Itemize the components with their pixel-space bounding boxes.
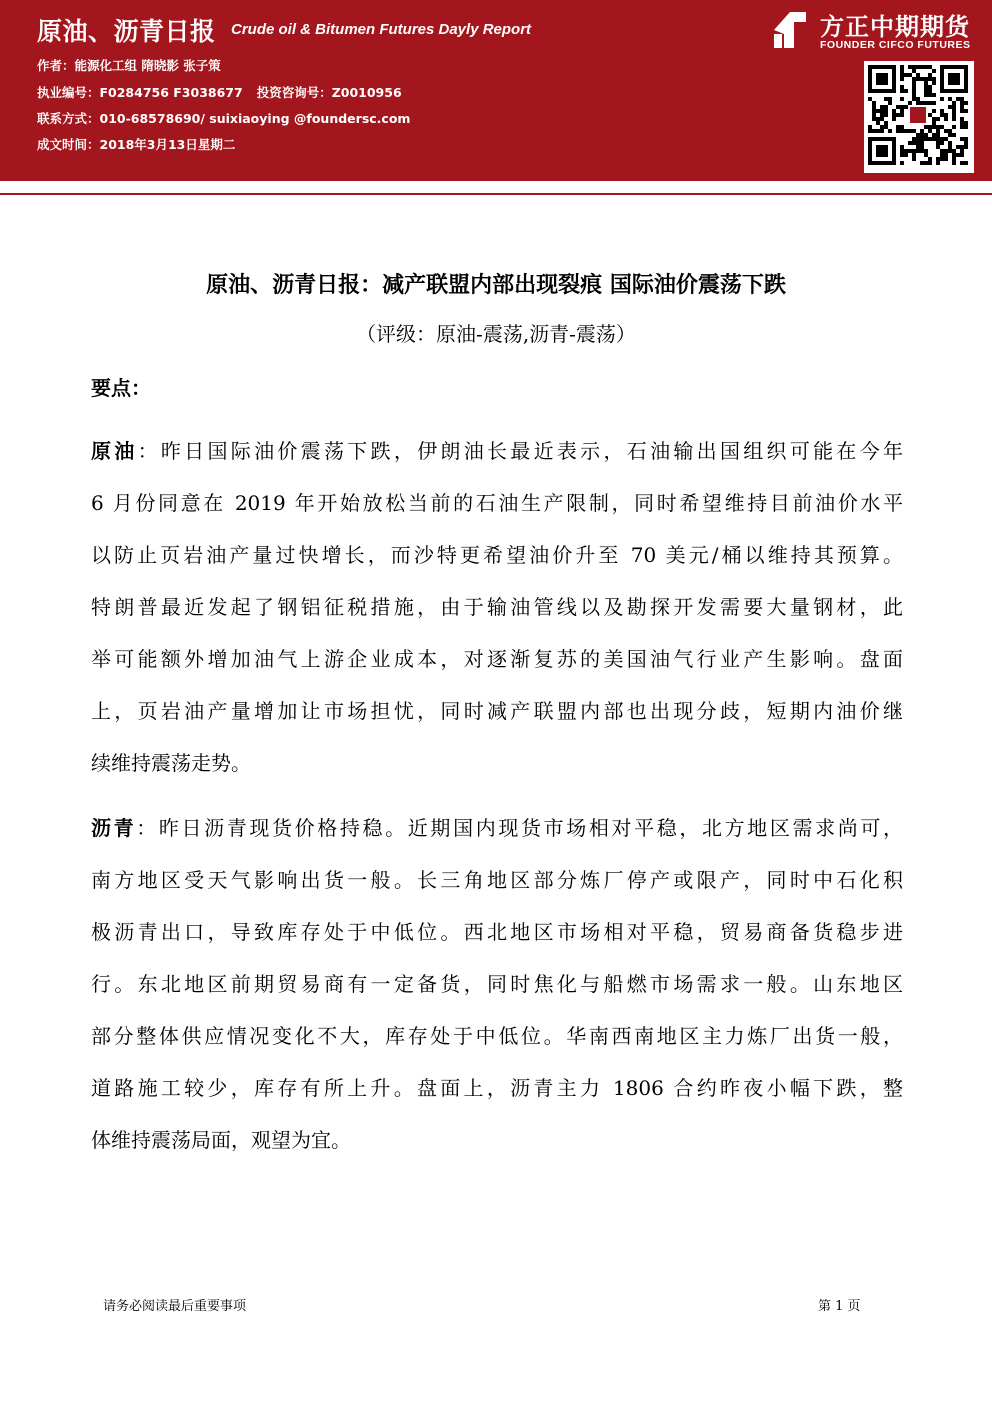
asphalt-paragraph [91, 802, 903, 1166]
header-title-en: Crude oil & Bitumen Futures Dayly Report [231, 21, 532, 38]
asphalt-label: 沥青 [91, 816, 137, 840]
crude-line: 原油：昨日国际油价震荡下跌，伊朗油长最近表示，石油输出国组织可能在今年 [91, 439, 904, 463]
asphalt-line: 南方地区受天气影响出货一般。长三角地区部分炼厂停产或限产，同时中石化积 [91, 868, 903, 892]
crude-line: 上，页岩油产量增加让市场担忧，同时减产联盟内部也出现分歧，短期内油价继 [91, 699, 903, 723]
license-number: 执业编号：F0284756 F3038677 [37, 85, 243, 100]
company-logo [770, 6, 980, 56]
crude-line: 特朗普最近发起了钢铝征税措施，由于输油管线以及勘探开发需要大量钢材，此 [91, 595, 903, 619]
document-title: 原油、沥青日报：减产联盟内部出现裂痕 国际油价震荡下跌 [206, 273, 786, 298]
crude-label: 原油 [91, 439, 138, 463]
document-rating: （评级：原油-震荡,沥青-震荡） [356, 322, 636, 346]
asphalt-line: 极沥青出口，导致库存处于中低位。西北地区市场相对平稳，贸易商备货稳步进 [91, 920, 903, 944]
qr-code [864, 61, 974, 173]
company-logo-mark-icon [770, 8, 810, 52]
crude-line: 6 月份同意在 2019 年开始放松当前的石油生产限制，同时希望维持目前油价水平 [91, 491, 903, 515]
company-logo-en: FOUNDER CIFCO FUTURES [820, 39, 971, 51]
footer-page-number: 第 1 页 [818, 1299, 861, 1314]
company-logo-cn: 方正中期期货 [820, 13, 970, 41]
contact-line: 联系方式：010-68578690/ suixiaoying @foundersc.com [37, 111, 411, 126]
crude-line: 以防止页岩油产量过快增长，而沙特更希望油价升至 70 美元/桶以维持其预算。 [91, 543, 903, 567]
asphalt-line: 道路施工较少，库存有所上升。盘面上，沥青主力 1806 合约昨夜小幅下跌，整 [91, 1076, 903, 1100]
header-divider [0, 181, 992, 195]
asphalt-line: 行。东北地区前期贸易商有一定备货，同时焦化与船燃市场需求一般。山东地区 [91, 972, 903, 996]
header-title-cn: 原油、沥青日报 [37, 17, 216, 46]
asphalt-line: 部分整体供应情况变化不大，库存处于中低位。华南西南地区主力炼厂出货一般， [91, 1024, 903, 1048]
author-line: 作者：能源化工组 隋晓影 张子策 [37, 58, 221, 73]
qr-code-icon [868, 65, 970, 169]
report-header [0, 0, 992, 181]
crude-line: 续维持震荡走势。 [91, 751, 251, 775]
asphalt-line: 沥青：昨日沥青现货价格持稳。近期国内现货市场相对平稳，北方地区需求尚可， [91, 816, 904, 840]
license-line [37, 83, 402, 101]
consult-number: 投资咨询号：Z0010956 [256, 85, 402, 100]
asphalt-line: 体维持震荡局面，观望为宜。 [91, 1128, 351, 1152]
date-line: 成文时间：2018年3月13日星期二 [37, 137, 236, 152]
key-points-label: 要点： [91, 376, 151, 400]
footer-notice: 请务必阅读最后重要事项 [103, 1299, 247, 1314]
crude-line: 举可能额外增加油气上游企业成本，对逐渐复苏的美国油气行业产生影响。盘面 [91, 647, 903, 671]
crude-oil-paragraph [91, 425, 903, 789]
